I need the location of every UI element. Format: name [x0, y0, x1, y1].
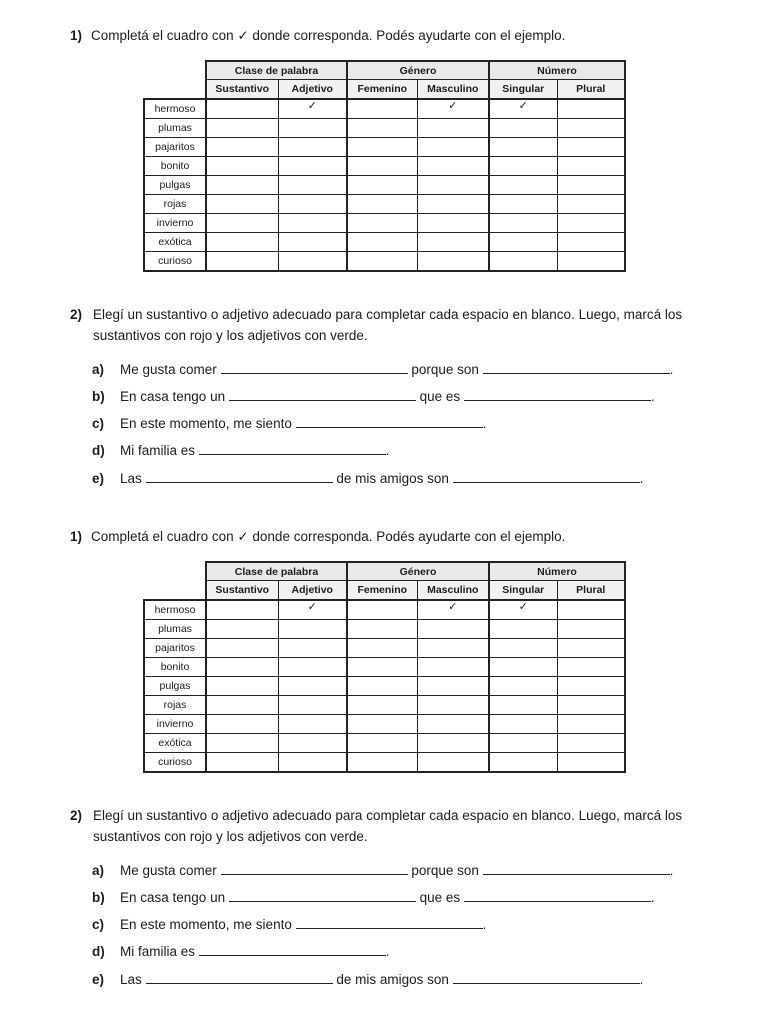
row-word: pulgas	[144, 676, 206, 695]
word-classification-table	[143, 60, 626, 272]
table-cell[interactable]	[347, 232, 417, 251]
table-cell[interactable]	[206, 194, 278, 213]
table-cell[interactable]	[347, 251, 417, 271]
table-cell[interactable]	[489, 99, 557, 119]
blank-line-d1[interactable]	[199, 943, 386, 956]
table-row	[144, 752, 625, 772]
item-a-label: a)	[92, 362, 105, 377]
table-cell[interactable]	[417, 638, 489, 657]
table-cell[interactable]	[557, 137, 625, 156]
table-cell[interactable]	[557, 638, 625, 657]
table-cell[interactable]	[417, 232, 489, 251]
table-cell[interactable]	[278, 619, 347, 638]
table-cell[interactable]	[489, 251, 557, 271]
blank-line-a1[interactable]	[221, 361, 408, 374]
table-cell[interactable]	[417, 118, 489, 137]
question-2-number: 2)	[70, 808, 83, 823]
row-word: curioso	[144, 752, 206, 772]
table-cell[interactable]	[489, 175, 557, 194]
item-b-text-2: que es	[419, 890, 461, 905]
table-cell[interactable]	[557, 194, 625, 213]
table-cell[interactable]	[347, 137, 417, 156]
row-word: bonito	[144, 156, 206, 175]
row-word: pulgas	[144, 175, 206, 194]
table-cell[interactable]	[278, 99, 347, 119]
table-cell[interactable]	[417, 657, 489, 676]
subheader-adjetivo: Adjetivo	[278, 80, 347, 99]
subheader-masculino: Masculino	[417, 581, 489, 600]
exercise-block	[0, 0, 768, 501]
table-row	[144, 638, 625, 657]
group-header-clase: Clase de palabra	[206, 562, 347, 581]
table-cell[interactable]	[557, 714, 625, 733]
group-header-clase: Clase de palabra	[206, 61, 347, 80]
question-1-text: Completá el cuadro con ✓ donde corresponda. Podés ayudarte con el ejemplo.	[91, 28, 566, 43]
table-cell[interactable]	[489, 676, 557, 695]
row-word: hermoso	[144, 600, 206, 620]
item-b	[92, 889, 655, 905]
table-cell[interactable]	[278, 714, 347, 733]
item-e-label: e)	[92, 471, 105, 486]
table-cell[interactable]	[417, 714, 489, 733]
row-word: pajaritos	[144, 137, 206, 156]
item-c-end: .	[482, 416, 487, 431]
blank-line-e1[interactable]	[146, 470, 333, 483]
group-header-numero: Número	[489, 61, 625, 80]
subheader-femenino: Femenino	[347, 581, 417, 600]
table-row	[144, 213, 625, 232]
item-c-label: c)	[92, 917, 105, 932]
item-c-text-1: En este momento, me siento	[120, 416, 292, 431]
blank-line-a1[interactable]	[221, 862, 408, 875]
table-cell[interactable]	[347, 733, 417, 752]
item-c	[92, 415, 486, 431]
table-cell[interactable]	[489, 156, 557, 175]
subheader-femenino: Femenino	[347, 80, 417, 99]
blank-line-c1[interactable]	[296, 415, 483, 428]
table-cell[interactable]	[347, 213, 417, 232]
exercise-block	[0, 501, 768, 1002]
row-word: plumas	[144, 619, 206, 638]
table-row	[144, 251, 625, 271]
word-classification-table	[143, 561, 626, 773]
row-word: rojas	[144, 695, 206, 714]
item-a-end: .	[669, 863, 674, 878]
item-e-end: .	[639, 972, 644, 987]
table-cell[interactable]	[206, 99, 278, 119]
table-cell[interactable]	[557, 733, 625, 752]
table-row	[144, 733, 625, 752]
table-cell[interactable]	[557, 156, 625, 175]
table-cell[interactable]	[417, 752, 489, 772]
table-cell[interactable]	[206, 600, 278, 620]
item-b-label: b)	[92, 890, 105, 905]
item-e	[92, 971, 643, 987]
checkmark-icon: ✓	[518, 600, 528, 613]
table-cell[interactable]	[417, 137, 489, 156]
table-cell[interactable]	[206, 733, 278, 752]
subheader-adjetivo: Adjetivo	[278, 581, 347, 600]
item-a-text-2: porque son	[411, 362, 479, 377]
table-cell[interactable]	[489, 638, 557, 657]
item-c-text-1: En este momento, me siento	[120, 917, 292, 932]
table-cell[interactable]	[417, 156, 489, 175]
table-cell[interactable]	[206, 213, 278, 232]
table-row	[144, 714, 625, 733]
table-cell[interactable]	[206, 156, 278, 175]
checkmark-icon: ✓	[307, 600, 317, 613]
table-cell[interactable]	[278, 194, 347, 213]
table-cell[interactable]	[417, 213, 489, 232]
item-d	[92, 943, 390, 959]
table-cell[interactable]	[347, 752, 417, 772]
table-row	[144, 657, 625, 676]
subheader-sustantivo: Sustantivo	[206, 581, 278, 600]
group-header-genero: Género	[347, 562, 489, 581]
table-cell[interactable]	[347, 638, 417, 657]
table-cell[interactable]	[417, 695, 489, 714]
table-cell[interactable]	[206, 695, 278, 714]
table-cell[interactable]	[347, 619, 417, 638]
row-word: invierno	[144, 714, 206, 733]
table-cell[interactable]	[278, 232, 347, 251]
item-b-end: .	[650, 389, 655, 404]
table-cell[interactable]	[278, 733, 347, 752]
table-cell[interactable]	[347, 695, 417, 714]
item-c-label: c)	[92, 416, 105, 431]
table-cell[interactable]	[347, 600, 417, 620]
table-cell[interactable]	[489, 619, 557, 638]
table-cell[interactable]	[206, 752, 278, 772]
row-word: invierno	[144, 213, 206, 232]
item-a-text-2: porque son	[411, 863, 479, 878]
table-cell[interactable]	[417, 194, 489, 213]
table-cell[interactable]	[417, 733, 489, 752]
table-cell[interactable]	[206, 714, 278, 733]
table-cell[interactable]	[278, 657, 347, 676]
question-1-number: 1)	[70, 28, 83, 43]
table-row	[144, 156, 625, 175]
table-cell[interactable]	[557, 676, 625, 695]
blank-line-a2[interactable]	[483, 361, 670, 374]
item-e-text-1: Las	[120, 972, 142, 987]
table-cell[interactable]	[489, 752, 557, 772]
item-d-label: d)	[92, 944, 105, 959]
item-e-text-1: Las	[120, 471, 142, 486]
table-cell[interactable]	[347, 175, 417, 194]
table-cell[interactable]	[206, 137, 278, 156]
row-word: pajaritos	[144, 638, 206, 657]
item-b	[92, 388, 655, 404]
row-word: plumas	[144, 118, 206, 137]
table-cell[interactable]	[206, 175, 278, 194]
table-row	[144, 232, 625, 251]
item-b-text-1: En casa tengo un	[120, 389, 226, 404]
table-cell[interactable]	[489, 714, 557, 733]
table-cell[interactable]	[489, 733, 557, 752]
table-cell[interactable]	[557, 175, 625, 194]
item-e-end: .	[639, 471, 644, 486]
table-cell[interactable]	[347, 657, 417, 676]
group-header-numero: Número	[489, 562, 625, 581]
item-a-label: a)	[92, 863, 105, 878]
table-cell[interactable]	[557, 619, 625, 638]
table-cell[interactable]	[278, 695, 347, 714]
question-2	[70, 805, 730, 847]
subheader-singular: Singular	[489, 581, 557, 600]
question-2-number: 2)	[70, 307, 83, 322]
table-cell[interactable]	[417, 251, 489, 271]
table-cell[interactable]	[489, 600, 557, 620]
subheader-plural: Plural	[557, 80, 625, 99]
table-cell[interactable]	[278, 752, 347, 772]
row-word: hermoso	[144, 99, 206, 119]
row-word: exótica	[144, 733, 206, 752]
table-cell[interactable]	[557, 99, 625, 119]
question-1	[70, 529, 565, 545]
blank-line-b1[interactable]	[229, 388, 416, 401]
table-cell[interactable]	[347, 118, 417, 137]
row-word: rojas	[144, 194, 206, 213]
checkmark-icon: ✓	[307, 99, 317, 112]
table-cell[interactable]	[557, 695, 625, 714]
table-cell[interactable]	[557, 657, 625, 676]
table-cell[interactable]	[489, 137, 557, 156]
table-row	[144, 695, 625, 714]
blank-line-a2[interactable]	[483, 862, 670, 875]
blank-line-b2[interactable]	[464, 889, 651, 902]
table-cell[interactable]	[278, 118, 347, 137]
table-cell[interactable]	[557, 600, 625, 620]
table-cell[interactable]	[206, 118, 278, 137]
table-cell[interactable]	[557, 213, 625, 232]
item-d-end: .	[385, 443, 390, 458]
question-2-text: Elegí un sustantivo o adjetivo adecuado para completar cada espacio en blanco. Luego, marcá los sustantivos con rojo y los adjetivos con verde.	[93, 307, 683, 343]
subheader-masculino: Masculino	[417, 80, 489, 99]
table-cell[interactable]	[278, 175, 347, 194]
table-cell[interactable]	[278, 676, 347, 695]
table-row	[144, 600, 625, 620]
table-cell[interactable]	[489, 695, 557, 714]
subheader-plural: Plural	[557, 581, 625, 600]
table-cell[interactable]	[489, 194, 557, 213]
table-cell[interactable]	[557, 232, 625, 251]
question-2-text: Elegí un sustantivo o adjetivo adecuado para completar cada espacio en blanco. Luego, marcá los sustantivos con rojo y los adjetivos con verde.	[93, 808, 683, 844]
item-b-text-2: que es	[419, 389, 461, 404]
subheader-sustantivo: Sustantivo	[206, 80, 278, 99]
table-cell[interactable]	[278, 600, 347, 620]
blank-line-b2[interactable]	[464, 388, 651, 401]
table-cell[interactable]	[557, 251, 625, 271]
table-cell[interactable]	[417, 676, 489, 695]
item-a-text-1: Me gusta comer	[120, 362, 217, 377]
table-cell[interactable]	[417, 175, 489, 194]
table-row	[144, 676, 625, 695]
table-row	[144, 619, 625, 638]
table-cell[interactable]	[206, 232, 278, 251]
table-cell[interactable]	[417, 600, 489, 620]
table-row	[144, 175, 625, 194]
item-c-end: .	[482, 917, 487, 932]
table-row	[144, 137, 625, 156]
item-b-end: .	[650, 890, 655, 905]
subheader-singular: Singular	[489, 80, 557, 99]
item-e	[92, 470, 643, 486]
table-cell[interactable]	[206, 638, 278, 657]
checkmark-icon: ✓	[448, 99, 458, 112]
row-word: bonito	[144, 657, 206, 676]
table-cell[interactable]	[206, 676, 278, 695]
table-row	[144, 118, 625, 137]
item-d-label: d)	[92, 443, 105, 458]
table-cell[interactable]	[489, 232, 557, 251]
item-d-text-1: Mi familia es	[120, 944, 196, 959]
table-cell[interactable]	[557, 118, 625, 137]
table-cell[interactable]	[347, 714, 417, 733]
blank-line-b1[interactable]	[229, 889, 416, 902]
table-cell[interactable]	[347, 194, 417, 213]
table-cell[interactable]	[417, 99, 489, 119]
table-cell[interactable]	[347, 676, 417, 695]
table-cell[interactable]	[557, 752, 625, 772]
table-cell[interactable]	[278, 213, 347, 232]
table-cell[interactable]	[206, 619, 278, 638]
item-d	[92, 442, 390, 458]
question-2	[70, 304, 730, 346]
table-cell[interactable]	[278, 251, 347, 271]
checkmark-icon: ✓	[518, 99, 528, 112]
table-row	[144, 194, 625, 213]
table-row	[144, 99, 625, 119]
item-e-text-2: de mis amigos son	[336, 471, 449, 486]
item-d-text-1: Mi familia es	[120, 443, 196, 458]
blank-line-e2[interactable]	[453, 971, 640, 984]
item-a-text-1: Me gusta comer	[120, 863, 217, 878]
row-word: exótica	[144, 232, 206, 251]
table-cell[interactable]	[206, 251, 278, 271]
table-cell[interactable]	[489, 118, 557, 137]
item-b-text-1: En casa tengo un	[120, 890, 226, 905]
blank-line-c1[interactable]	[296, 916, 483, 929]
item-b-label: b)	[92, 389, 105, 404]
item-a	[92, 862, 673, 878]
row-word: curioso	[144, 251, 206, 271]
table-cell[interactable]	[347, 156, 417, 175]
item-d-end: .	[385, 944, 390, 959]
table-cell[interactable]	[489, 657, 557, 676]
table-cell[interactable]	[278, 137, 347, 156]
table-cell[interactable]	[489, 213, 557, 232]
blank-line-d1[interactable]	[199, 442, 386, 455]
table-cell[interactable]	[206, 657, 278, 676]
blank-line-e1[interactable]	[146, 971, 333, 984]
item-e-label: e)	[92, 972, 105, 987]
question-1-text: Completá el cuadro con ✓ donde corresponda. Podés ayudarte con el ejemplo.	[91, 529, 566, 544]
blank-line-e2[interactable]	[453, 470, 640, 483]
table-cell[interactable]	[417, 619, 489, 638]
group-header-genero: Género	[347, 61, 489, 80]
table-cell[interactable]	[278, 638, 347, 657]
table-cell[interactable]	[347, 99, 417, 119]
item-a-end: .	[669, 362, 674, 377]
question-1-number: 1)	[70, 529, 83, 544]
item-a	[92, 361, 673, 377]
question-1	[70, 28, 565, 44]
table-cell[interactable]	[278, 156, 347, 175]
item-c	[92, 916, 486, 932]
checkmark-icon: ✓	[448, 600, 458, 613]
item-e-text-2: de mis amigos son	[336, 972, 449, 987]
